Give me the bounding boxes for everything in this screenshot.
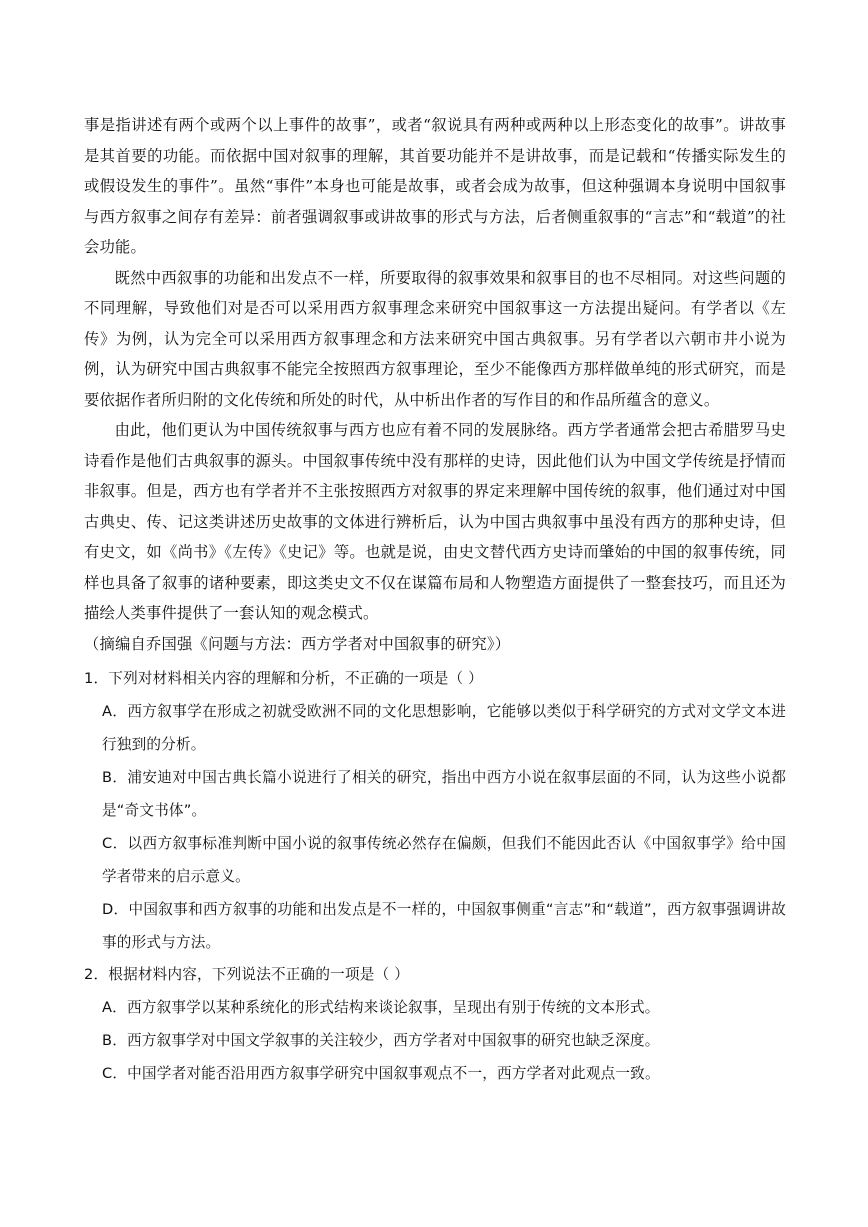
option-c: C．以西方叙事标准判断中国小说的叙事传统必然存在偏颇，但我们不能因此否认《中国叙事学》给中国学者带来的启示意义。 (102, 835, 786, 885)
option-a: A．西方叙事学在形成之初就受欧洲不同的文化思想影响，它能够以类似于科学研究的方式对文学文本进行独到的分析。 (102, 703, 786, 753)
question-stem: 1．下列对材料相关内容的理解和分析，不正确的一项是（ ） (84, 670, 483, 687)
reading-passage (84, 110, 786, 659)
document-page (84, 110, 786, 1090)
option-b: B．浦安迪对中国古典长篇小说进行了相关的研究，指出中西方小说在叙事层面的不同，认为这些小说都是“奇文书体”。 (102, 769, 786, 819)
question-2 (84, 959, 786, 1090)
question-list (84, 663, 786, 1090)
option-c: C．中国学者对能否沿用西方叙事学研究中国叙事观点不一，西方学者对此观点一致。 (102, 1065, 660, 1082)
option-d: D．中国叙事和西方叙事的功能和出发点是不一样的，中国叙事侧重“言志”和“载道”，西方叙事强调讲故事的形式与方法。 (102, 901, 786, 951)
passage-paragraph-1: 事是指讲述有两个或两个以上事件的故事”，或者“叙说具有两种或两种以上形态变化的故事”。讲故事是其首要的功能。而依据中国对叙事的理解，其首要功能并不是讲故事，而是记载和“传播实际发生的或假设发生的事件”。虽然“事件”本身也可能是故事，或者会成为故事，但这种强调本身说明中国叙事与西方叙事之间存有差异：前者强调叙事或讲故事的形式与方法，后者侧重叙事的“言志”和“载道”的社会功能。 (84, 116, 786, 256)
option-a: A．西方叙事学以某种系统化的形式结构来谈论叙事，呈现出有别于传统的文本形式。 (102, 999, 660, 1016)
passage-paragraph-2: 既然中西叙事的功能和出发点不一样，所要取得的叙事效果和叙事目的也不尽相同。对这些问题的不同理解，导致他们对是否可以采用西方叙事理念来研究中国叙事这一方法提出疑问。有学者以《左传》为例，认为完全可以采用西方叙事理念和方法来研究中国古典叙事。另有学者以六朝市井小说为例，认为研究中国古典叙事不能完全按照西方叙事理论，至少不能像西方那样做单纯的形式研究，而是要依据作者所归附的文化传统和所处的时代，从中析出作者的写作目的和作品所蕴含的意义。 (84, 268, 786, 409)
question-1 (84, 663, 786, 959)
question-stem: 2．根据材料内容，下列说法不正确的一项是（ ） (84, 966, 409, 983)
option-b: B．西方叙事学对中国文学叙事的关注较少，西方学者对中国叙事的研究也缺乏深度。 (102, 1032, 660, 1049)
passage-paragraph-3: 由此，他们更认为中国传统叙事与西方也应有着不同的发展脉络。西方学者通常会把古希腊罗马史诗看作是他们古典叙事的源头。中国叙事传统中没有那样的史诗，因此他们认为中国文学传统是抒情而非叙事。但是，西方也有学者并不主张按照西方对叙事的界定来理解中国传统的叙事，他们通过对中国古典史、传、记这类讲述历史故事的文体进行辨析后，认为中国古典叙事中虽没有西方的那种史诗，但有史文，如《尚书》《左传》《史记》等。也就是说，由史文替代西方史诗而肇始的中国的叙事传统，同样也具备了叙事的诸种要素，即这类史文不仅在谋篇布局和人物塑造方面提供了一整套技巧，而且还为描绘人类事件提供了一套认知的观念模式。 (84, 421, 786, 622)
passage-source-citation: （摘编自乔国强《问题与方法：西方学者对中国叙事的研究》） (84, 634, 511, 653)
